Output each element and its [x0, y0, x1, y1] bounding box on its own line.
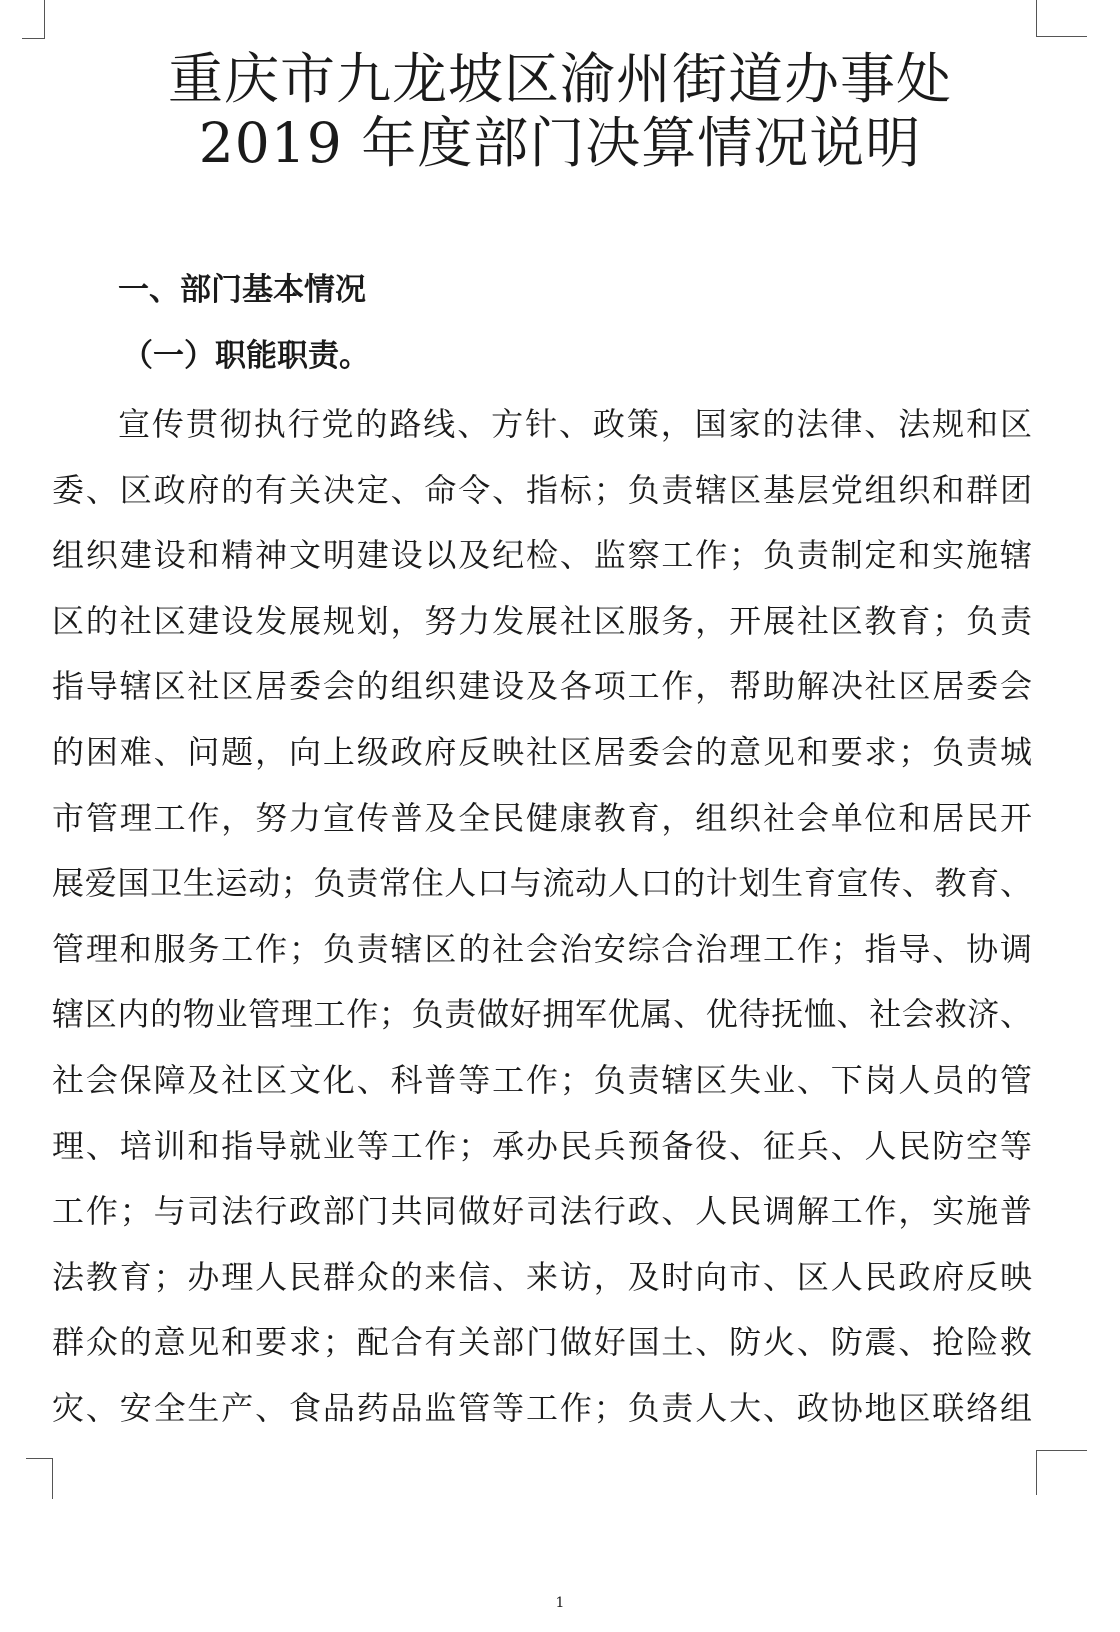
body-line: 理、培训和指导就业等工作；承办民兵预备役、征兵、人民防空等: [52, 1126, 1032, 1165]
document-title-line-1: 重庆市九龙坡区渝州街道办事处: [167, 47, 952, 111]
body-line: 委、区政府的有关决定、命令、指标；负责辖区基层党组织和群团: [52, 470, 1032, 509]
section-heading: 一、部门基本情况: [118, 272, 366, 308]
body-line: 辖区内的物业管理工作；负责做好拥军优属、优待抚恤、社会救济、: [52, 995, 1032, 1034]
crop-mark-bottom-right: [1036, 1450, 1087, 1495]
body-line: 工作；与司法行政部门共同做好司法行政、人民调解工作，实施普: [52, 1192, 1032, 1231]
body-line: 社会保障及社区文化、科普等工作；负责辖区失业、下岗人员的管: [52, 1060, 1032, 1099]
body-line: 法教育；办理人民群众的来信、来访，及时向市、区人民政府反映: [52, 1257, 1032, 1296]
body-line: 展爱国卫生运动；负责常住人口与流动人口的计划生育宣传、教育、: [52, 864, 1032, 903]
body-line: 宣传贯彻执行党的路线、方针、政策，国家的法律、法规和区: [118, 405, 1032, 443]
body-line: 指导辖区社区居委会的组织建设及各项工作，帮助解决社区居委会: [52, 667, 1032, 706]
crop-mark-top-left: [22, 0, 45, 39]
body-line: 管理和服务工作；负责辖区的社会治安综合治理工作；指导、协调: [52, 929, 1032, 968]
body-line: 的困难、问题，向上级政府反映社区居委会的意见和要求；负责城: [52, 732, 1032, 771]
body-line: 区的社区建设发展规划，努力发展社区服务，开展社区教育；负责: [52, 601, 1032, 640]
subsection-heading: （一）职能职责。: [122, 338, 370, 374]
body-line: 灾、安全生产、食品药品监管等工作；负责人大、政协地区联络组: [52, 1388, 1032, 1427]
body-line: 群众的意见和要求；配合有关部门做好国土、防火、防震、抢险救: [52, 1323, 1032, 1362]
crop-mark-top-right: [1036, 0, 1087, 37]
body-line: 组织建设和精神文明建设以及纪检、监察工作；负责制定和实施辖: [52, 536, 1032, 575]
body-paragraph: [52, 398, 1032, 1448]
body-line: 市管理工作，努力宣传普及全民健康教育，组织社会单位和居民开: [52, 798, 1032, 837]
crop-mark-bottom-left: [26, 1458, 53, 1499]
document-title-line-2: 2019 年度部门决算情况说明: [198, 111, 922, 175]
page-number: 1: [555, 1595, 565, 1611]
